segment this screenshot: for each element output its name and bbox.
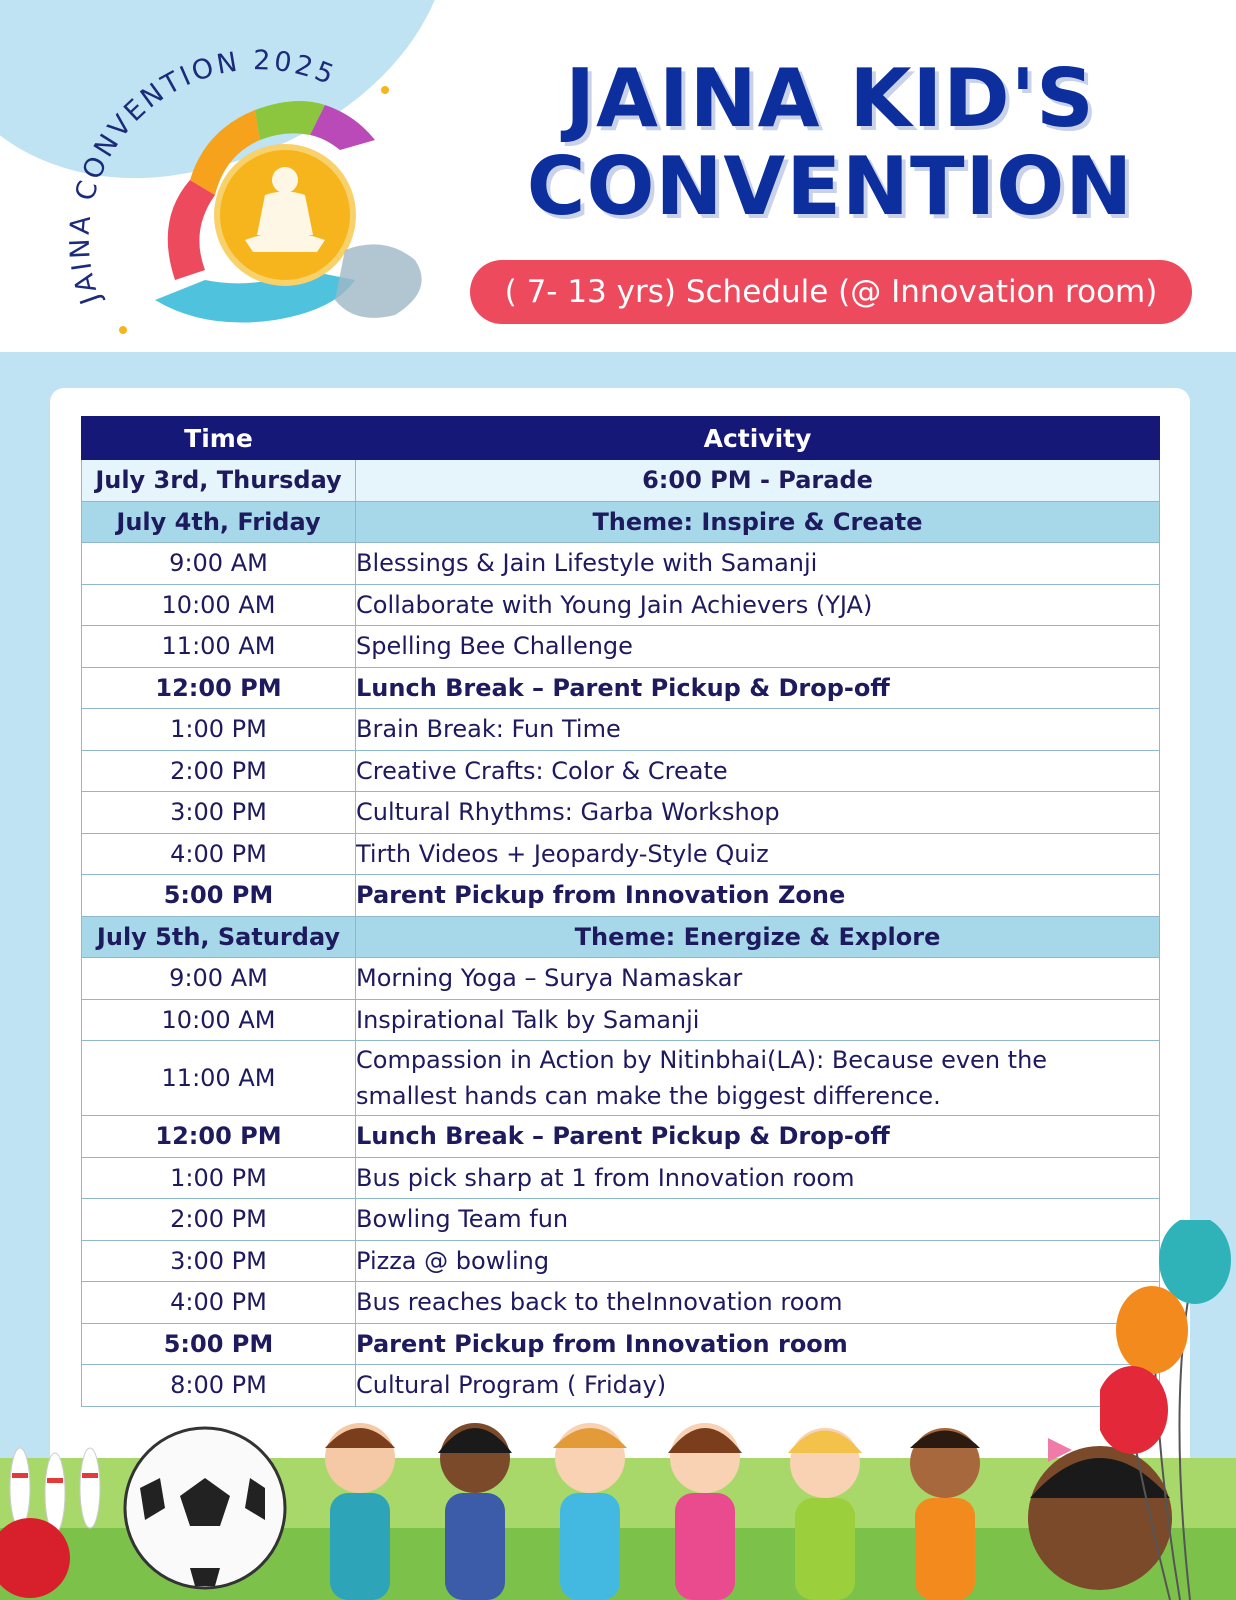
row-time: 11:00 AM <box>82 1041 356 1116</box>
table-row <box>82 999 1160 1041</box>
column-header-time: Time <box>82 417 356 460</box>
row-activity: Bus reaches back to theInnovation room <box>356 1282 1160 1324</box>
table-row <box>82 709 1160 751</box>
day-row-friday <box>82 501 1160 543</box>
day-theme: Theme: Energize & Explore <box>356 916 1160 958</box>
row-time: 9:00 AM <box>82 543 356 585</box>
row-activity: Bus pick sharp at 1 from Innovation room <box>356 1157 1160 1199</box>
row-time: 4:00 PM <box>82 833 356 875</box>
row-time: 3:00 PM <box>82 1240 356 1282</box>
row-time: 5:00 PM <box>82 1323 356 1365</box>
table-row <box>82 1323 1160 1365</box>
table-row <box>82 1041 1160 1116</box>
row-activity: Brain Break: Fun Time <box>356 709 1160 751</box>
row-time: 4:00 PM <box>82 1282 356 1324</box>
row-time: 5:00 PM <box>82 875 356 917</box>
table-row <box>82 958 1160 1000</box>
row-activity: Spelling Bee Challenge <box>356 626 1160 668</box>
table-row <box>82 1199 1160 1241</box>
row-activity: Morning Yoga – Surya Namaskar <box>356 958 1160 1000</box>
row-activity: Cultural Rhythms: Garba Workshop <box>356 792 1160 834</box>
row-activity: Collaborate with Young Jain Achievers (YJA) <box>356 584 1160 626</box>
balloons-icon <box>1100 1220 1236 1600</box>
logo-arc-text: JAINA CONVENTION 2025 <box>64 45 341 308</box>
row-time: 1:00 PM <box>82 709 356 751</box>
day-row-thursday <box>82 460 1160 502</box>
day-label: July 4th, Friday <box>82 501 356 543</box>
day-theme: Theme: Inspire & Create <box>356 501 1160 543</box>
row-time: 3:00 PM <box>82 792 356 834</box>
table-row <box>82 626 1160 668</box>
row-time: 10:00 AM <box>82 999 356 1041</box>
row-activity: Cultural Program ( Friday) <box>356 1365 1160 1407</box>
table-row <box>82 1365 1160 1407</box>
table-row <box>82 1240 1160 1282</box>
table-row <box>82 792 1160 834</box>
skyline-image <box>335 244 422 317</box>
soccer-ball-icon <box>125 1428 285 1588</box>
table-row <box>82 1157 1160 1199</box>
row-activity: Bowling Team fun <box>356 1199 1160 1241</box>
row-activity: Inspirational Talk by Samanji <box>356 999 1160 1041</box>
title-line-1: JAINA KID'S <box>565 52 1095 145</box>
table-row <box>82 667 1160 709</box>
row-time: 12:00 PM <box>82 667 356 709</box>
table-row <box>82 584 1160 626</box>
row-time: 1:00 PM <box>82 1157 356 1199</box>
table-row <box>82 1116 1160 1158</box>
petal-satya <box>168 180 215 280</box>
title-line-2: CONVENTION <box>526 140 1134 233</box>
row-activity: Compassion in Action by Nitinbhai(LA): Because even the smallest hands can make the biggest difference. <box>356 1041 1160 1116</box>
row-activity: Creative Crafts: Color & Create <box>356 750 1160 792</box>
column-header-activity: Activity <box>356 417 1160 460</box>
kids-illustration <box>0 1408 1236 1600</box>
schedule-table <box>81 416 1160 1407</box>
page-title <box>470 52 1190 233</box>
row-activity: Lunch Break – Parent Pickup & Drop-off <box>356 1116 1160 1158</box>
day-activity: 6:00 PM - Parade <box>356 460 1160 502</box>
day-row-saturday <box>82 916 1160 958</box>
table-row <box>82 1282 1160 1324</box>
row-activity: Tirth Videos + Jeopardy-Style Quiz <box>356 833 1160 875</box>
row-time: 11:00 AM <box>82 626 356 668</box>
row-activity: Parent Pickup from Innovation room <box>356 1323 1160 1365</box>
row-activity: Parent Pickup from Innovation Zone <box>356 875 1160 917</box>
row-activity: Lunch Break – Parent Pickup & Drop-off <box>356 667 1160 709</box>
day-label: July 5th, Saturday <box>82 916 356 958</box>
row-time: 2:00 PM <box>82 1199 356 1241</box>
row-activity: Blessings & Jain Lifestyle with Samanji <box>356 543 1160 585</box>
row-activity: Pizza @ bowling <box>356 1240 1160 1282</box>
row-time: 8:00 PM <box>82 1365 356 1407</box>
row-time: 9:00 AM <box>82 958 356 1000</box>
row-time: 2:00 PM <box>82 750 356 792</box>
convention-logo <box>55 30 455 340</box>
schedule-subtitle: ( 7- 13 yrs) Schedule (@ Innovation room) <box>470 260 1192 324</box>
table-row <box>82 875 1160 917</box>
day-label: July 3rd, Thursday <box>82 460 356 502</box>
page-header <box>0 0 1236 350</box>
table-row <box>82 833 1160 875</box>
table-row <box>82 543 1160 585</box>
table-row <box>82 750 1160 792</box>
table-header-row <box>82 417 1160 460</box>
row-time: 12:00 PM <box>82 1116 356 1158</box>
row-time: 10:00 AM <box>82 584 356 626</box>
